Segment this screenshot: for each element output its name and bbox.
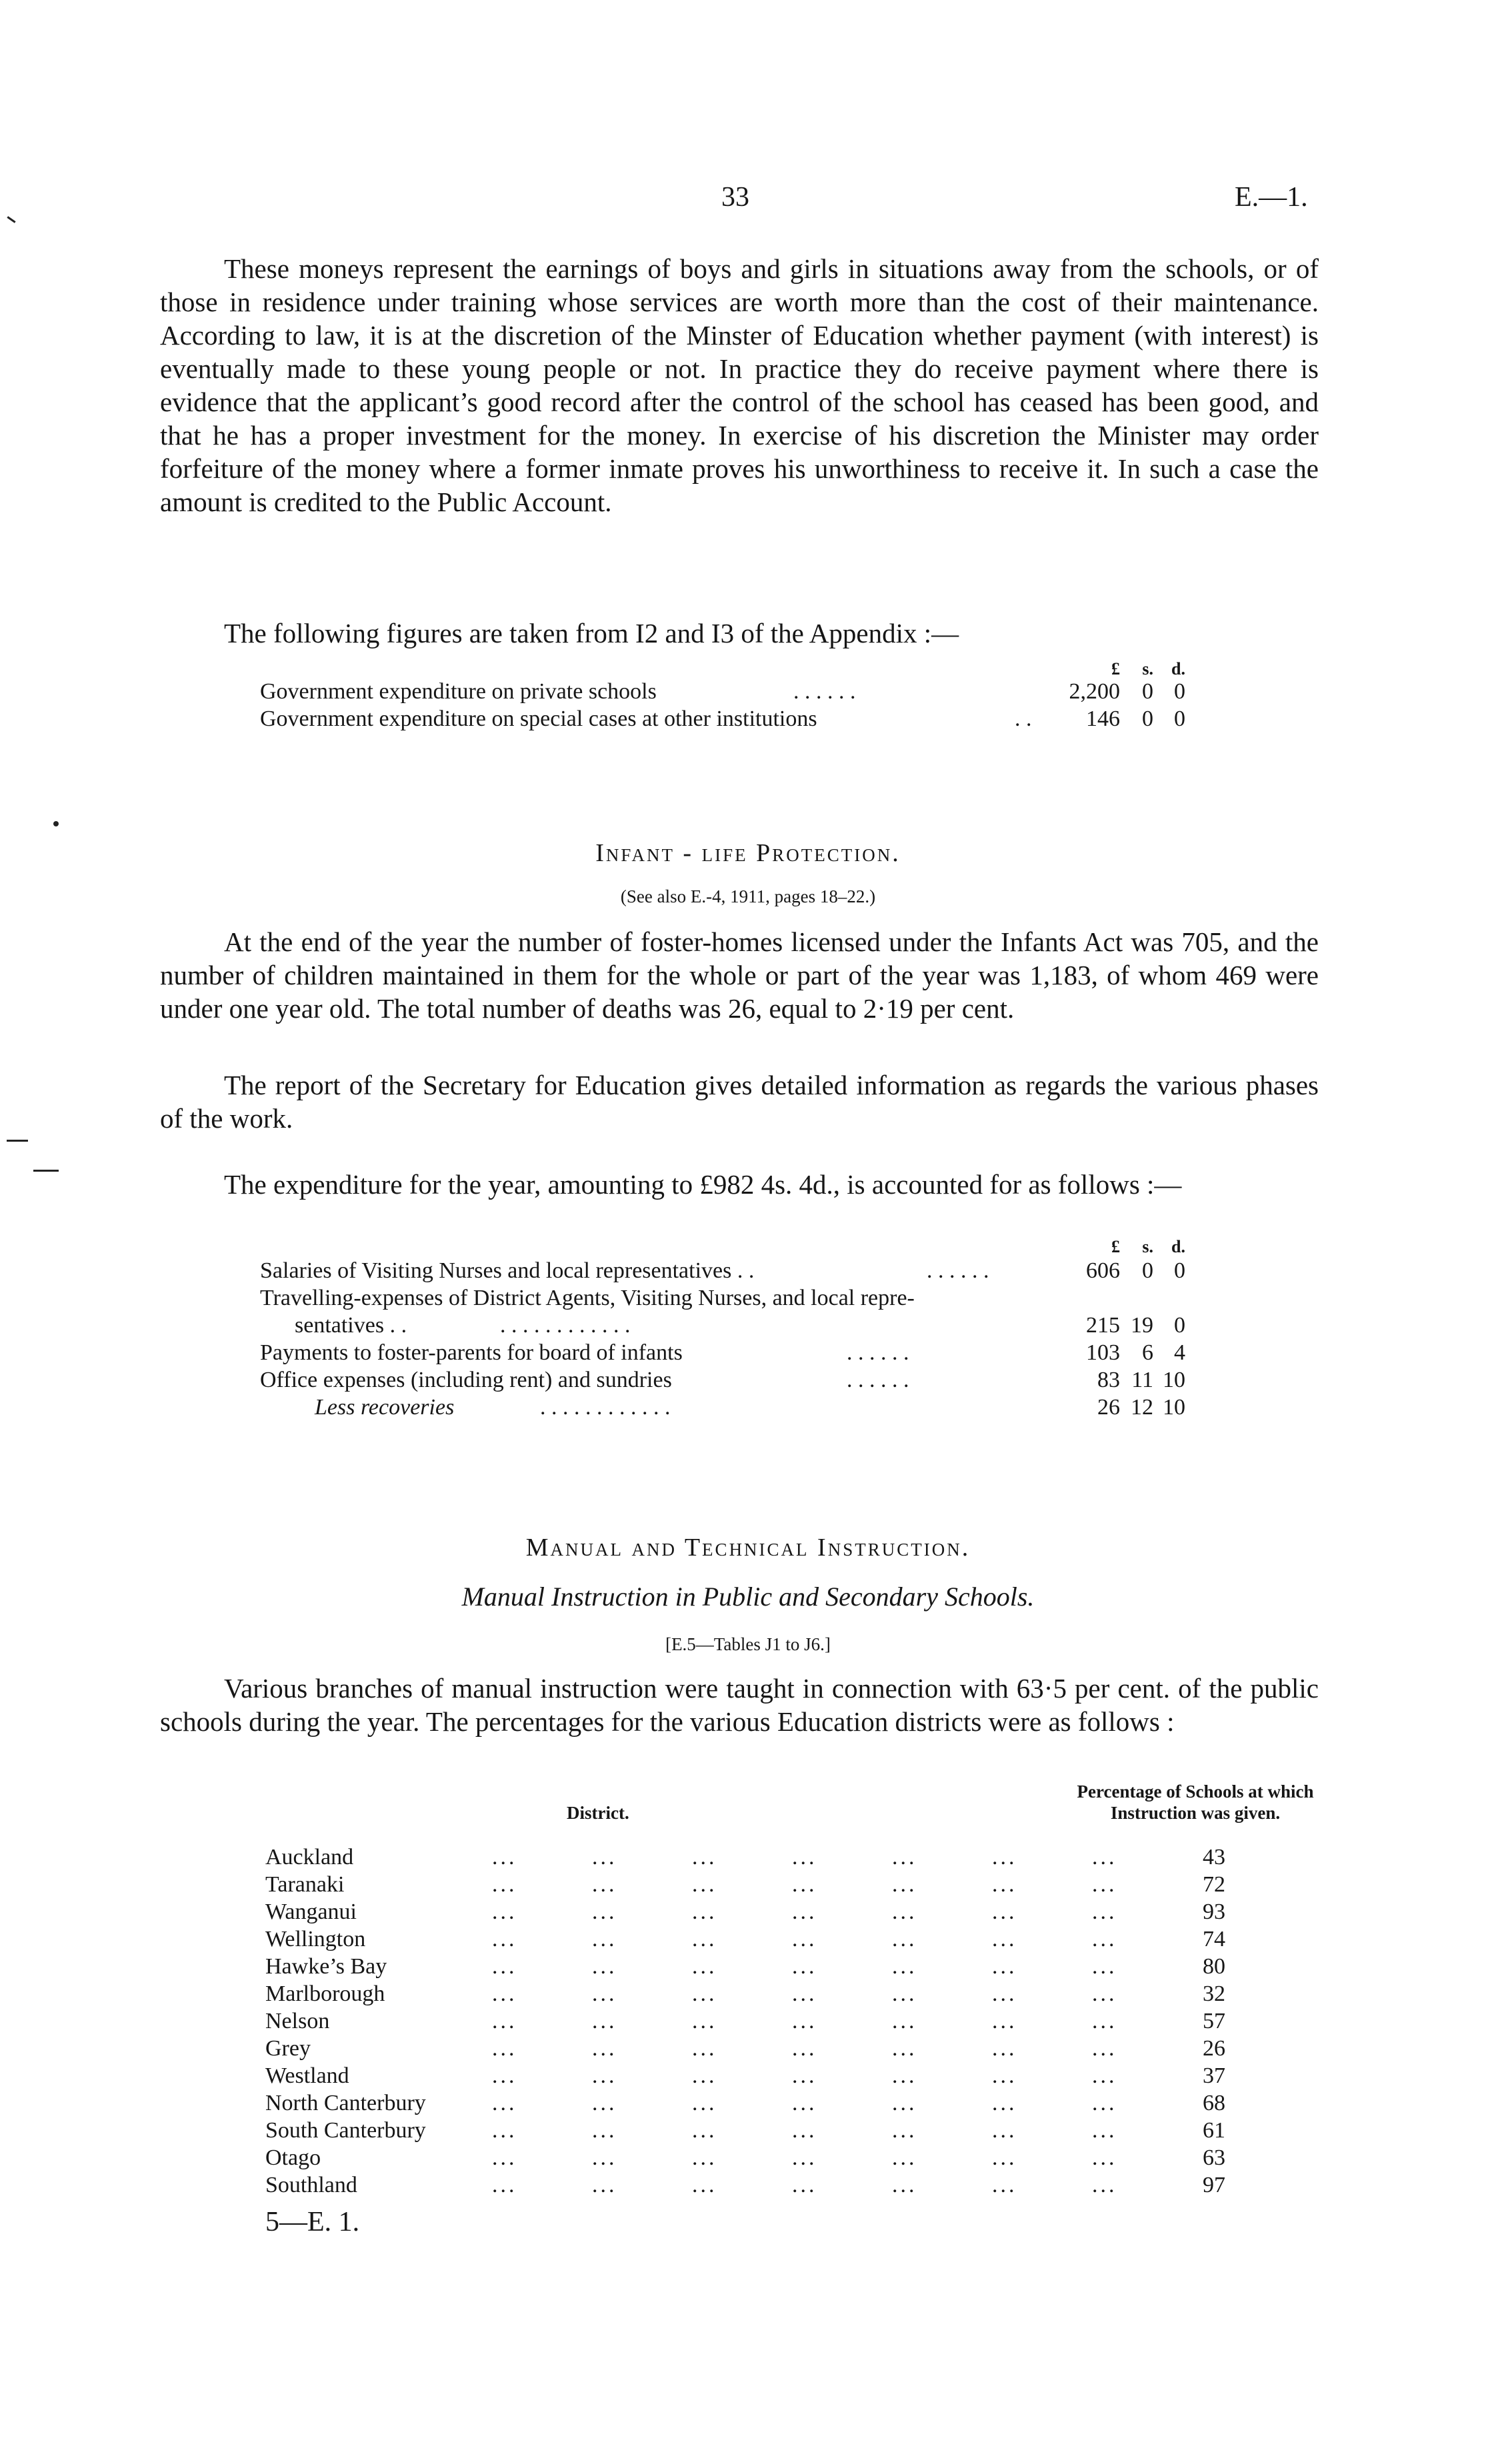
infant-section-subtitle: (See also E.-4, 1911, pages 18–22.) [620, 886, 876, 906]
district-column-header: District. [567, 1803, 629, 1823]
district-percentage: 43 [1203, 1845, 1225, 1869]
district-percentage: 63 [1203, 2145, 1225, 2170]
shillings-value: 19 [1131, 1313, 1153, 1338]
margin-mark [7, 1140, 28, 1142]
expenditure-row [260, 1257, 1220, 1284]
dot-leader: ... ... ... ... ... ... ... [492, 1954, 1117, 1979]
dot-leader: ... ... ... ... ... ... ... [492, 1981, 1117, 2006]
district-name: Marlborough [265, 1981, 391, 2007]
pence-value: 0 [1174, 1313, 1185, 1338]
district-percentage: 61 [1203, 2118, 1225, 2143]
money-header-row [260, 1233, 1220, 1257]
district-name: South Canterbury [265, 2118, 433, 2143]
district-row [265, 2063, 1332, 2091]
district-table [265, 1845, 1332, 2200]
row-label: Salaries of Visiting Nurses and local representatives . . [260, 1258, 755, 1283]
district-name: Otago [265, 2145, 327, 2171]
dot-leader: ... ... ... ... ... ... ... [492, 1927, 1117, 1951]
district-row [265, 2036, 1332, 2063]
district-name: Grey [265, 2036, 317, 2061]
row-label: Payments to foster-parents for board of infants [260, 1340, 683, 1365]
row-label: sentatives . . [295, 1313, 407, 1338]
document-reference: E.—1. [1235, 182, 1308, 213]
district-percentage: 93 [1203, 1899, 1225, 1924]
dot-leader: ... ... ... ... ... ... ... [492, 2145, 1117, 2170]
district-row [265, 2173, 1332, 2200]
manual-section-title: Manual and Technical Instruction. [525, 1534, 971, 1562]
district-row [265, 2118, 1332, 2145]
dot-leader: ... ... ... ... ... ... ... [492, 2118, 1117, 2143]
manual-section-subtitle: Manual Instruction in Public and Secondary Schools. [461, 1582, 1035, 1612]
pounds-value: 2,200 [1069, 679, 1120, 704]
pounds-value: 606 [1086, 1258, 1120, 1283]
district-name: Nelson [265, 2009, 336, 2034]
row-label: Government expenditure on private schools [260, 679, 657, 704]
infant-paragraph-2: The report of the Secretary for Education gives detailed information as regards the various phases of the work. [160, 1070, 1319, 1134]
pounds-value: 215 [1086, 1313, 1120, 1338]
shillings-value: 6 [1142, 1340, 1153, 1365]
dot-leader: ... ... ... ... ... ... ... [492, 2009, 1117, 2033]
pence-value: 0 [1174, 706, 1185, 731]
district-row [265, 2091, 1332, 2118]
district-name: Southland [265, 2173, 364, 2198]
dot-leader: ... ... ... ... ... ... ... [492, 2036, 1117, 2061]
district-percentage: 74 [1203, 1927, 1225, 1951]
shillings-value: 11 [1131, 1368, 1153, 1392]
margin-mark [53, 821, 59, 826]
dot-leader: ... ... ... ... ... ... ... [492, 1845, 1117, 1869]
shillings-value: 12 [1131, 1395, 1153, 1420]
pence-value: 0 [1174, 1258, 1185, 1283]
district-name: Westland [265, 2063, 356, 2089]
row-label-less: Less recoveries [315, 1395, 455, 1420]
district-name: Taranaki [265, 1872, 351, 1897]
dot-leader: . . . . . . . . . . . . [500, 1313, 631, 1338]
pence-value: 10 [1163, 1395, 1185, 1420]
district-row [265, 1845, 1332, 1872]
appendix-row [260, 678, 1220, 705]
expenditure-row [260, 1312, 1220, 1339]
district-percentage: 57 [1203, 2009, 1225, 2033]
manual-paragraph: Various branches of manual instruction were taught in connection with 63·5 per cent. of the public schools during the year. The percentages for the various Education districts were as follows : [160, 1673, 1319, 1737]
district-row [265, 2009, 1332, 2036]
district-name: North Canterbury [265, 2091, 433, 2116]
pounds-header: £ [1111, 1237, 1120, 1256]
district-name: Wanganui [265, 1899, 363, 1925]
expenditure-table [260, 1233, 1220, 1421]
margin-mark [7, 216, 15, 223]
district-row [265, 1899, 1332, 1927]
appendix-intro: The following figures are taken from I2 and I3 of the Appendix :— [224, 618, 959, 648]
money-header-row [260, 655, 1220, 678]
district-percentage: 37 [1203, 2063, 1225, 2088]
row-label: Government expenditure on special cases at other institutions [260, 706, 817, 731]
appendix-row [260, 705, 1220, 732]
dot-leader: ... ... ... ... ... ... ... [492, 1899, 1117, 1924]
district-percentage: 26 [1203, 2036, 1225, 2061]
district-row [265, 1927, 1332, 1954]
page-number: 33 [721, 182, 749, 213]
expenditure-row [260, 1284, 1220, 1312]
infant-paragraph-3: The expenditure for the year, amounting to £982 4s. 4d., is accounted for as follows :— [224, 1169, 1182, 1200]
pence-header: d. [1171, 1237, 1185, 1256]
dot-leader: ... ... ... ... ... ... ... [492, 2091, 1117, 2115]
dot-leader: . . . . . . [793, 679, 856, 704]
pounds-value: 103 [1086, 1340, 1120, 1365]
shillings-value: 0 [1142, 706, 1153, 731]
dot-leader: ... ... ... ... ... ... ... [492, 2063, 1117, 2088]
footer-signature: 5—E. 1. [265, 2207, 360, 2237]
shillings-header: s. [1142, 659, 1153, 678]
pounds-header: £ [1111, 659, 1120, 678]
pounds-value: 26 [1097, 1395, 1120, 1420]
appendix-table [260, 655, 1220, 732]
district-row [265, 1954, 1332, 1981]
dot-leader: . . [1015, 706, 1032, 731]
district-percentage: 97 [1203, 2173, 1225, 2197]
infant-section-title: Infant - life Protection. [595, 839, 901, 867]
dot-leader: ... ... ... ... ... ... ... [492, 2173, 1117, 2197]
district-percentage: 32 [1203, 1981, 1225, 2006]
district-row [265, 1981, 1332, 2009]
dot-leader: . . . . . . [847, 1340, 909, 1365]
manual-section-ref: [E.5—Tables J1 to J6.] [665, 1634, 831, 1654]
district-row [265, 1872, 1332, 1899]
expenditure-row [260, 1394, 1220, 1421]
pounds-value: 146 [1086, 706, 1120, 731]
expenditure-row [260, 1339, 1220, 1366]
shillings-value: 0 [1142, 1258, 1153, 1283]
shillings-header: s. [1142, 1237, 1153, 1256]
district-percentage: 68 [1203, 2091, 1225, 2115]
district-name: Wellington [265, 1927, 372, 1952]
expenditure-row [260, 1366, 1220, 1394]
dot-leader: . . . . . . . . . . . . [540, 1395, 671, 1420]
pence-value: 10 [1163, 1368, 1185, 1392]
row-label: Office expenses (including rent) and sundries [260, 1368, 672, 1392]
pounds-value: 83 [1097, 1368, 1120, 1392]
district-name: Hawke’s Bay [265, 1954, 393, 1979]
district-row [265, 2145, 1332, 2173]
margin-mark [33, 1170, 59, 1172]
pence-header: d. [1171, 659, 1185, 678]
dot-leader: ... ... ... ... ... ... ... [492, 1872, 1117, 1897]
district-percentage: 80 [1203, 1954, 1225, 1979]
pence-value: 0 [1174, 679, 1185, 704]
infant-paragraph-1: At the end of the year the number of foster-homes licensed under the Infants Act was 705, and the number of children maintained in them for the whole or part of the year was 1,183, of whom 469 were under one year old. The total number of deaths was 26, equal to 2·19 per cent. [160, 926, 1319, 1024]
dot-leader: . . . . . . [847, 1368, 909, 1392]
row-label: Travelling-expenses of District Agents, Visiting Nurses, and local repre- [260, 1286, 915, 1310]
intro-paragraph: These moneys represent the earnings of boys and girls in situations away from the schools, or of those in residence under training whose services are worth more than the cost of their maintenance. According to law, it is at the discretion of the Minster of Education whether payment (with interest) is eventually made to these young people or not. In practice they do receive payment where there is evidence that the applicant’s good record after the control of the school has ceased has been good, and that he has a proper investment for the money. In exercise of his discretion the Minister may order forfeiture of the money where a former inmate proves his unworthiness to receive it. In such a case the amount is credited to the Public Account. [160, 253, 1319, 517]
pence-value: 4 [1174, 1340, 1185, 1365]
percentage-column-header: Percentage of Schools at which Instruction was given. [1077, 1782, 1314, 1823]
dot-leader: . . . . . . [927, 1258, 989, 1283]
district-name: Auckland [265, 1845, 360, 1870]
district-percentage: 72 [1203, 1872, 1225, 1897]
shillings-value: 0 [1142, 679, 1153, 704]
